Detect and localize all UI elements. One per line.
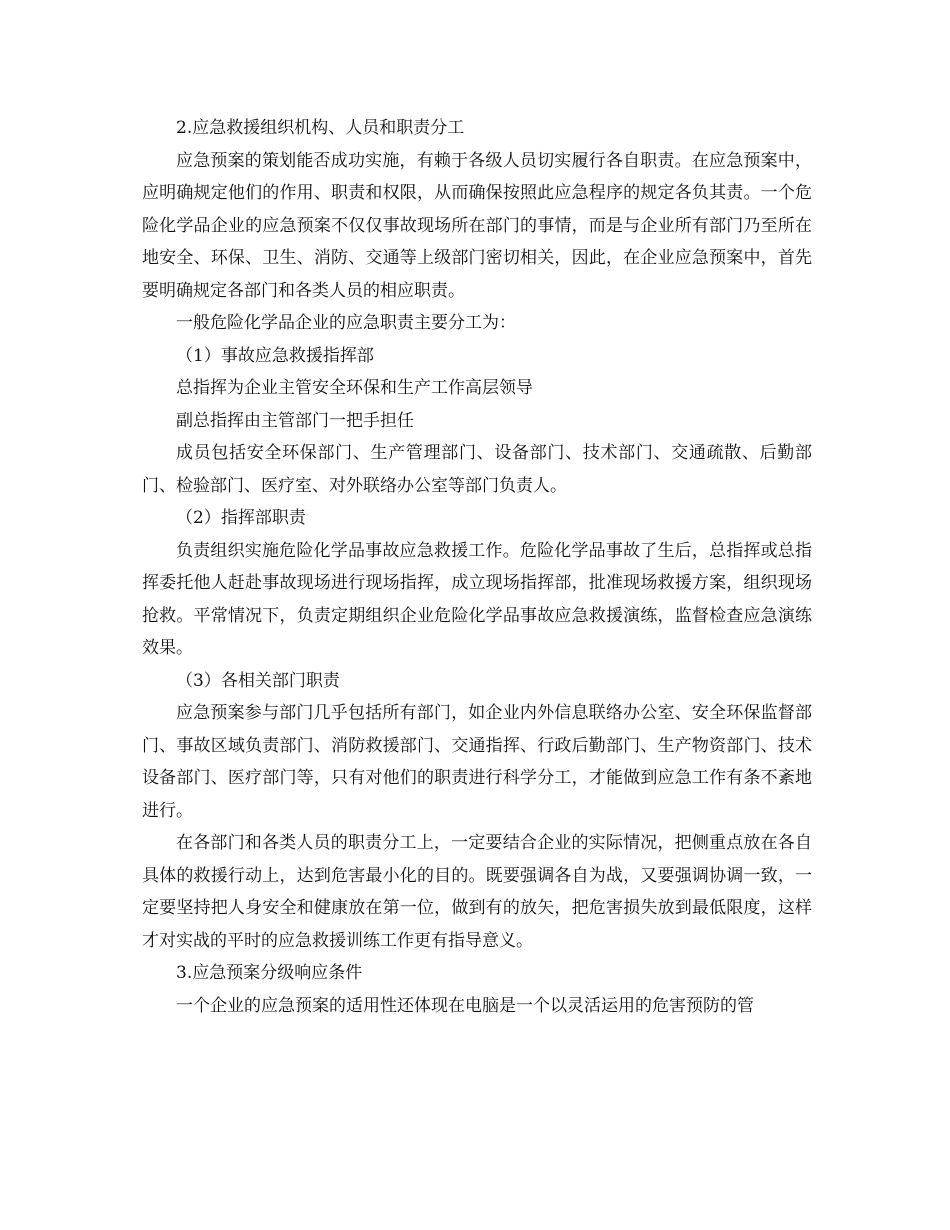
paragraph-division-of-duties: 一般危险化学品企业的应急职责主要分工为： (176, 313, 516, 333)
paragraph-department-duties: 应急预案参与部门几乎包括所有部门，如企业内外信息联络办公室、安全环保监督部门、事故区域负责部门、消防救援部门、交通指挥、行政后勤部门、生产物资部门、技术设备部门、医疗部门等，只有对他们的职责进行科学分工，才能做到应急工作有条不紊地进行。 (142, 703, 812, 821)
paragraph-responsibilities-intro: 应急预案的策划能否成功实施，有赖于各级人员切实履行各自职责。在应急预案中，应明确规定他们的作用、职责和权限，从而确保按照此应急程序的规定各负其责。一个危险化学品企业的应急预案不仅仅事故现场所在部门的事情，而是与企业所有部门乃至所在地安全、环保、卫生、消防、交通等上级部门密切相关，因此，在企业应急预案中，首先要明确规定各部门和各类人员的相应职责。 (142, 150, 812, 301)
section-heading-3: 3.应急预案分级响应条件 (176, 963, 363, 983)
paragraph-command-duties: 负责组织实施危险化学品事故应急救援工作。危险化学品事故了生后，总指挥或总指挥委托他人赶赴事故现场进行现场指挥，成立现场指挥部，批准现场救援方案，组织现场抢救。平常情况下，负责定期组织企业危险化学品事故应急救援演练，监督检查应急演练效果。 (142, 540, 812, 658)
subheading-department-duties: （3）各相关部门职责 (176, 670, 340, 691)
paragraph-commander: 总指挥为企业主管安全环保和生产工作高层领导 (176, 378, 533, 398)
subheading-command-center: （1）事故应急救援指挥部 (176, 345, 374, 366)
section-heading-2: 2.应急救援组织机构、人员和职责分工 (176, 118, 465, 138)
paragraph-response-conditions: 一个企业的应急预案的适用性还体现在电脑是一个以灵活运用的危害预防的管 (176, 995, 754, 1016)
subheading-command-duties: （2）指挥部职责 (176, 508, 306, 528)
paragraph-division-principles: 在各部门和各类人员的职责分工上，一定要结合企业的实际情况，把侧重点放在各自具体的救援行动上，达到危害最小化的目的。既要强调各自为战，又要强调协调一致，一定要坚持把人身安全和健康放在第一位，做到有的放矢，把危害损失放到最低限度，这样才对实战的平时的应急救援训练工作更有指导意义。 (142, 833, 812, 951)
paragraph-members: 成员包括安全环保部门、生产管理部门、设备部门、技术部门、交通疏散、后勤部门、检验部门、医疗室、对外联络办公室等部门负责人。 (142, 443, 812, 496)
paragraph-deputy-commander: 副总指挥由主管部门一把手担任 (176, 410, 414, 431)
document-body (142, 112, 812, 1022)
